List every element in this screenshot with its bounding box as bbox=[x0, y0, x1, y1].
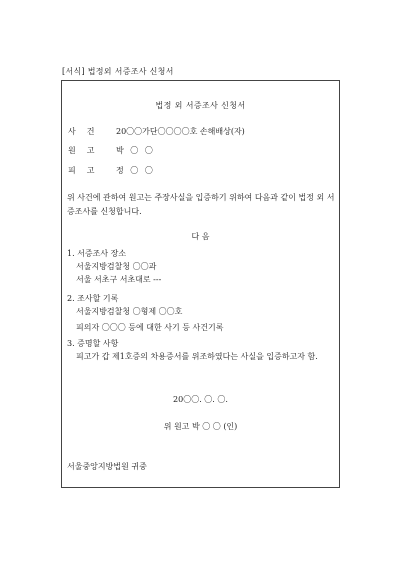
section-2-line: 서울지방검찰청 〇형제 〇〇호 bbox=[76, 307, 183, 316]
section-1-line: 서울 서초구 서초대로 --- bbox=[76, 275, 162, 284]
filing-date: 20〇〇. 〇. 〇. bbox=[173, 395, 228, 404]
case-number: 20〇〇가단〇〇〇〇호 손해배상(자) bbox=[116, 127, 245, 136]
section-3-heading: 3. 증명할 사항 bbox=[67, 339, 119, 348]
plaintiff-label: 원고 bbox=[68, 146, 106, 155]
section-2-line: 피의자 〇〇〇 등에 대한 사기 등 사건기록 bbox=[76, 323, 224, 332]
section-2-heading: 2. 조사할 기록 bbox=[67, 294, 119, 303]
form-label: [서식] 법정외 서증조사 신청서 bbox=[62, 67, 174, 76]
court-addressee: 서울중앙지방법원 귀중 bbox=[67, 462, 147, 471]
signature-line: 위 원고 박 〇 〇 (인) bbox=[163, 422, 238, 431]
intro-paragraph: 위 사건에 관하여 원고는 주장사실을 입증하기 위하여 다음과 같이 법정 외 서증조사를 신청합니다. bbox=[67, 193, 335, 216]
form-frame bbox=[61, 80, 340, 488]
next-heading: 다 음 bbox=[191, 232, 210, 241]
document-title: 법정 외 서증조사 신청서 bbox=[155, 101, 246, 110]
section-1-line: 서울지방검찰청 〇〇과 bbox=[76, 262, 157, 271]
defendant-name: 정 〇 〇 bbox=[116, 166, 155, 175]
section-3-line: 피고가 갑 제1호증의 차용증서를 위조하였다는 사실을 입증하고자 함. bbox=[76, 352, 318, 361]
defendant-label: 피고 bbox=[68, 166, 106, 175]
section-1-heading: 1. 서증조사 장소 bbox=[67, 249, 127, 258]
plaintiff-name: 박 〇 〇 bbox=[116, 146, 155, 155]
case-label: 사건 bbox=[68, 127, 106, 136]
